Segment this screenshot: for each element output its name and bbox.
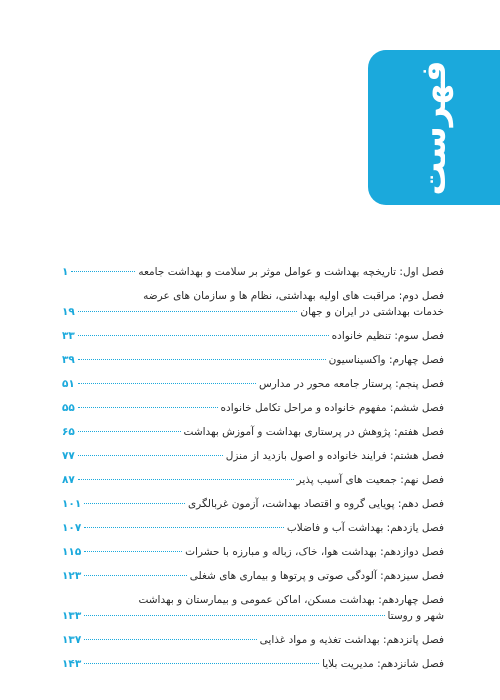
toc-entry-line (62, 520, 444, 536)
page-number: ۱۰۱ (62, 498, 82, 510)
toc-entry[interactable] (62, 288, 444, 320)
title-tab (368, 50, 500, 205)
dot-leader (84, 615, 384, 616)
toc-entry[interactable] (62, 656, 444, 672)
page-number: ۱۳۳ (62, 610, 82, 622)
page-number: ۱۳۷ (62, 634, 82, 646)
dot-leader (78, 407, 218, 408)
toc-entry-title: فصل شانزدهم: مدیریت بلایا (322, 658, 444, 670)
toc-entry-line (62, 656, 444, 672)
dot-leader (78, 479, 294, 480)
toc-entry-title: فصل دوم: مراقبت های اولیه بهداشتی، نظام ها و سازمان های عرضه (143, 290, 444, 302)
toc-entry[interactable] (62, 520, 444, 536)
toc-entry-line (62, 352, 444, 368)
toc-entry[interactable] (62, 264, 444, 280)
dot-leader (78, 311, 298, 312)
toc-entry-continuation: خدمات بهداشتی در ایران و جهان (300, 306, 444, 318)
toc-entry-line (62, 264, 444, 280)
toc-entry[interactable] (62, 424, 444, 440)
toc-entry-title: فصل پانزدهم: بهداشت تغذیه و مواد غذایی (259, 634, 444, 646)
page-number: ۳۳ (62, 330, 75, 342)
toc-entry[interactable] (62, 376, 444, 392)
toc-entry-line (62, 304, 444, 320)
dot-leader (71, 271, 135, 272)
toc-entry-line (62, 568, 444, 584)
toc-entry-title: فصل سیزدهم: آلودگی صوتی و پرتوها و بیماری های شغلی (189, 570, 444, 582)
toc-entry-line (62, 472, 444, 488)
page-number: ۵۵ (62, 402, 75, 414)
toc-entry[interactable] (62, 328, 444, 344)
dot-leader (78, 431, 181, 432)
toc-entry[interactable] (62, 472, 444, 488)
toc-entry[interactable] (62, 352, 444, 368)
toc-entry[interactable] (62, 568, 444, 584)
toc-entry-line (62, 632, 444, 648)
toc-entry[interactable] (62, 400, 444, 416)
toc-entry-title: فصل دوازدهم: بهداشت هوا، خاک، زباله و مبارزه با حشرات (185, 546, 444, 558)
page-number: ۱۲۳ (62, 570, 82, 582)
dot-leader (78, 359, 326, 360)
toc-entry-line (62, 496, 444, 512)
toc-entry[interactable] (62, 496, 444, 512)
toc-entry-title: فصل ششم: مفهوم خانواده و مراحل تکامل خانواده (220, 402, 444, 414)
toc-entry-line (62, 376, 444, 392)
dot-leader (84, 527, 284, 528)
toc-entry-title: فصل هفتم: پژوهش در پرستاری بهداشت و آموزش بهداشت (183, 426, 444, 438)
page-number: ۱۹ (62, 306, 75, 318)
dot-leader (84, 663, 319, 664)
page-number: ۱۰۷ (62, 522, 82, 534)
toc-entry-title: فصل هشتم: فرایند خانواده و اصول بازدید از منزل (225, 450, 444, 462)
toc-entry[interactable] (62, 592, 444, 624)
page-number: ۷۷ (62, 450, 75, 462)
dot-leader (78, 335, 329, 336)
toc-entry-line (62, 328, 444, 344)
dot-leader (84, 575, 187, 576)
toc-entry-title: فصل چهارم: واکسیناسیون (328, 354, 444, 366)
page-number: ۱۱۵ (62, 546, 82, 558)
toc-entry-continuation: شهر و روستا (387, 610, 444, 622)
dot-leader (84, 551, 182, 552)
table-of-contents (62, 264, 444, 680)
toc-entry-title: فصل یازدهم: بهداشت آب و فاضلاب (286, 522, 444, 534)
toc-entry-title: فصل پنجم: پرستار جامعه محور در مدارس (258, 378, 444, 390)
page-number: ۳۹ (62, 354, 75, 366)
toc-entry-line (62, 544, 444, 560)
page-title: فهرست (414, 59, 454, 196)
toc-entry-title: فصل سوم: تنظیم خانواده (331, 330, 444, 342)
toc-entry[interactable] (62, 632, 444, 648)
toc-entry-line (62, 608, 444, 624)
page-number: ۵۱ (62, 378, 75, 390)
toc-entry-title: فصل چهاردهم: بهداشت مسکن، اماکن عمومی و بیمارستان و بهداشت (138, 594, 444, 606)
toc-entry-line (62, 400, 444, 416)
toc-entry-line (62, 448, 444, 464)
toc-entry-line (62, 424, 444, 440)
page-number: ۸۷ (62, 474, 75, 486)
dot-leader (78, 383, 256, 384)
dot-leader (78, 455, 223, 456)
toc-entry-title: فصل دهم: پویایی گروه و اقتصاد بهداشت، آزمون غربالگری (187, 498, 444, 510)
toc-entry[interactable] (62, 544, 444, 560)
dot-leader (84, 503, 185, 504)
page-number: ۶۵ (62, 426, 75, 438)
page-number: ۱۴۳ (62, 658, 82, 670)
toc-entry[interactable] (62, 448, 444, 464)
page-number: ۱ (62, 266, 69, 278)
toc-entry-title: فصل اول: تاریخچه بهداشت و عوامل موثر بر سلامت و بهداشت جامعه (138, 266, 444, 278)
toc-entry-title: فصل نهم: جمعیت های آسیب پذیر (296, 474, 444, 486)
dot-leader (84, 639, 256, 640)
